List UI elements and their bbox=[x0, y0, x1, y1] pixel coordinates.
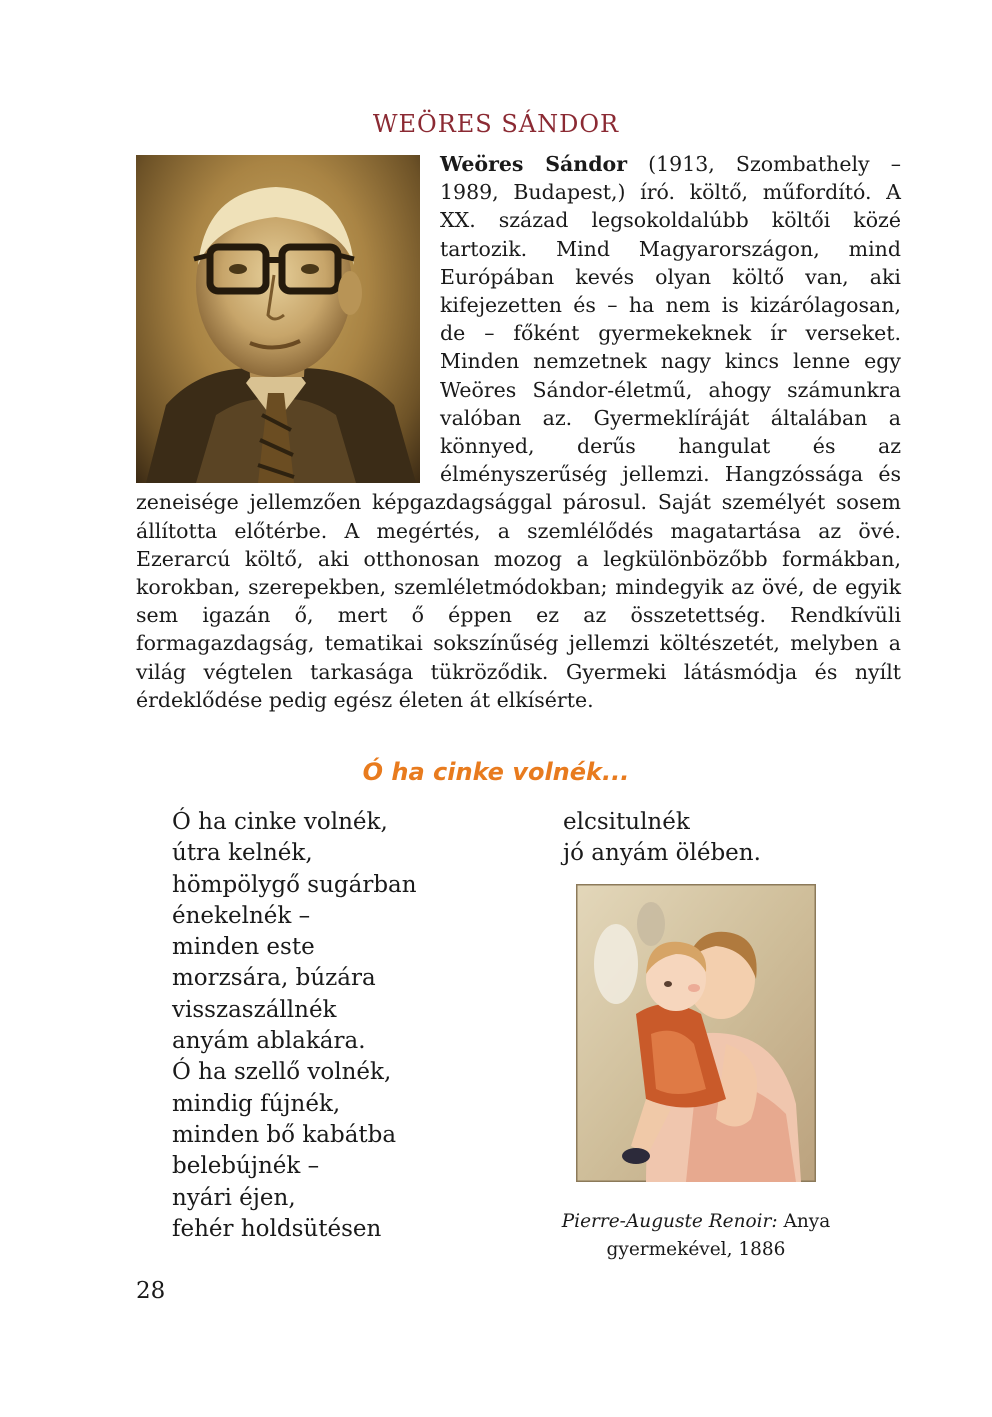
poem-line: jó anyám ölében. bbox=[563, 840, 761, 867]
author-biography bbox=[136, 150, 901, 714]
painting-caption bbox=[530, 1208, 862, 1264]
page-heading: WEÖRES SÁNDOR bbox=[372, 110, 620, 138]
poem-line: minden bő kabátba bbox=[172, 1121, 397, 1148]
poem-line: morzsára, búzára bbox=[172, 965, 376, 992]
author-name-bold: Weöres Sándor bbox=[440, 152, 627, 176]
poem-line: belebújnék – bbox=[172, 1153, 320, 1180]
poem-title: Ó ha cinke volnék... bbox=[362, 758, 630, 786]
poem-line: Ó ha szellő volnék, bbox=[172, 1059, 392, 1086]
poem-left-column bbox=[172, 807, 417, 1245]
portrait-text-wrap-spacer bbox=[136, 150, 440, 486]
painting-illustration bbox=[576, 884, 816, 1182]
poem-line: elcsitulnék bbox=[563, 809, 690, 835]
poem-line: anyám ablakára. bbox=[172, 1028, 366, 1055]
poem-line: mindig fújnék, bbox=[172, 1090, 341, 1117]
renoir-painting-image bbox=[576, 884, 816, 1182]
caption-title-part2: gyermekével, 1886 bbox=[606, 1239, 786, 1260]
poem-line: visszaszállnék bbox=[172, 996, 337, 1023]
poem-line: nyári éjen, bbox=[172, 1184, 296, 1211]
poem-right-column bbox=[563, 807, 761, 870]
caption-artist: Pierre-Auguste Renoir: bbox=[561, 1211, 778, 1232]
poem-line: fehér holdsütésen bbox=[172, 1215, 382, 1242]
poem-line: útra kelnék, bbox=[172, 840, 313, 867]
poem-line: hömpölygő sugárban bbox=[172, 871, 417, 898]
poem-line: Ó ha cinke volnék, bbox=[172, 809, 388, 835]
poem-line: énekelnék – bbox=[172, 902, 311, 929]
poem-line: minden este bbox=[172, 934, 315, 961]
caption-title-part1: Anya bbox=[777, 1211, 831, 1232]
biography-text: (1913, Szombathely – 1989, Budapest,) író. költő, műfordító. A XX. század legsokoldalúbb költői közé tartozik. Mind Magyarországon, mind Európában kevés olyan költő van, aki kifejezetten és – ha nem is kizárólagosan, de – főként gyermekeknek ír verseket. Minden nemzetnek nagy kincs lenne egy Weöres Sándor-életmű, ahogy számunkra valóban az. Gyermeklíráját általában a könnyed, derűs hangulat és az élményszerűség jellemzi. Hangzóssága és zeneisége jellemzően képgazdagsággal párosul. Saját személyét sosem állította előtérbe. A megértés, a szemlélődés magatartása az övé. Ezerarcú költő, aki otthonosan mozog a legkülönbözőbb formákban, korokban, szerepekben, szemléletmódokban; mindegyik az övé, de egyik sem igazán ő, mert ő éppen ez az összetettség. Rendkívüli formagazdagság, tematikai sokszínűség jellemzi költészetét, melyben a világ végtelen tarkasága tükröződik. Gyermeki látásmódja és nyílt érdeklődése pedig egész életen át elkísérte. bbox=[136, 152, 901, 712]
page-number: 28 bbox=[136, 1278, 166, 1304]
